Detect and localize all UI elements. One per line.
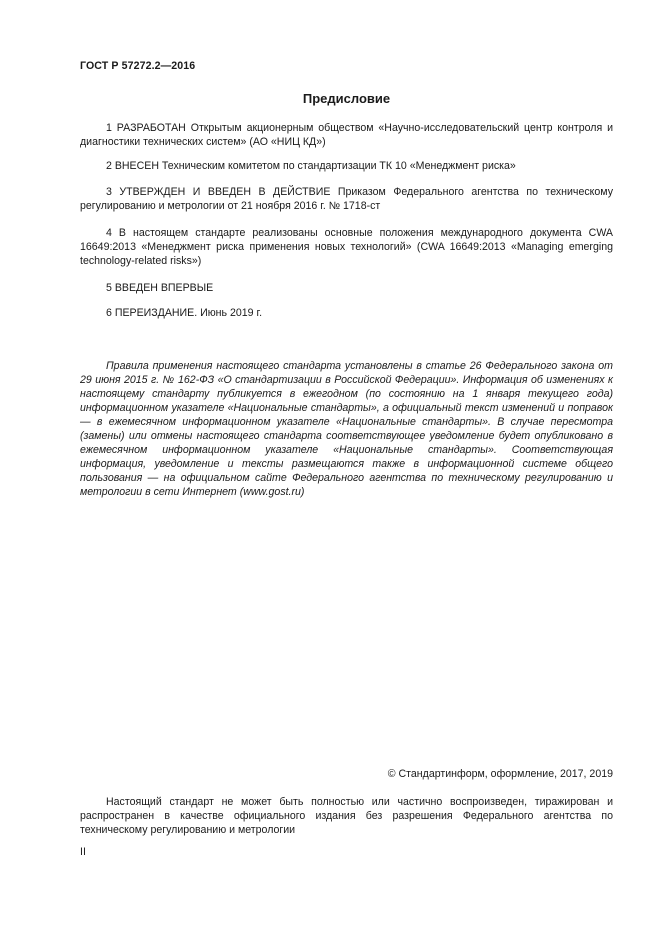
copyright-line: © Стандартинформ, оформление, 2017, 2019 xyxy=(387,768,613,780)
standard-application-notice: Правила применения настоящего стандарта установлены в статье 26 Федерального закона от 29 июня 2015 г. № 162-ФЗ «О стандартизации в Российской Федерации». Информация об изменениях к настоящему стандарту публикуется в ежегодном (по состоянию на 1 января текущего года) информационном указателе «Национальные стандарты», а официальный текст изменений и поправок — в ежемесячном информационном указателе «Национальные стандарты». В случае пересмотра (замены) или отмены настоящего стандарта соответствующее уведомление будет опубликовано в ежемесячном информационном указателе «Национальные стандарты». Соответствующая информация, уведомление и тексты размещаются также в информационной системе общего пользования — на официальном сайте Федерального агентства по техническому регулированию и метрологии в сети Интернет (www.gost.ru) xyxy=(80,360,613,498)
page-number: II xyxy=(80,846,86,858)
foreword-title: Предисловие xyxy=(302,91,391,106)
foreword-item-5: 5 ВВЕДЕН ВПЕРВЫЕ xyxy=(106,282,214,294)
foreword-item-4: 4 В настоящем стандарте реализованы основные положения международного документа CWA 16649:2013 «Менеджмент риска применения новых технологий» (CWA 16649:2013 «Managing emerging technology-related risks») xyxy=(80,227,613,267)
foreword-item-3: 3 УТВЕРЖДЕН И ВВЕДЕН В ДЕЙСТВИЕ Приказом Федерального агентства по техническому регулированию и метрологии от 21 ноября 2016 г. № 1718-ст xyxy=(80,186,613,212)
standard-code-header: ГОСТ Р 57272.2—2016 xyxy=(80,60,196,72)
foreword-item-6: 6 ПЕРЕИЗДАНИЕ. Июнь 2019 г. xyxy=(106,307,263,319)
foreword-item-1: 1 РАЗРАБОТАН Открытым акционерным обществом «Научно-исследовательский центр контроля и диагностики технических систем» (АО «НИЦ КД») xyxy=(80,122,613,148)
foreword-item-2: 2 ВНЕСЕН Техническим комитетом по стандартизации ТК 10 «Менеджмент риска» xyxy=(106,160,516,172)
reproduction-rights-notice: Настоящий стандарт не может быть полностью или частично воспроизведен, тиражирован и распространен в качестве официального издания без разрешения Федерального агентства по техническому регулированию и метрологии xyxy=(80,796,613,836)
